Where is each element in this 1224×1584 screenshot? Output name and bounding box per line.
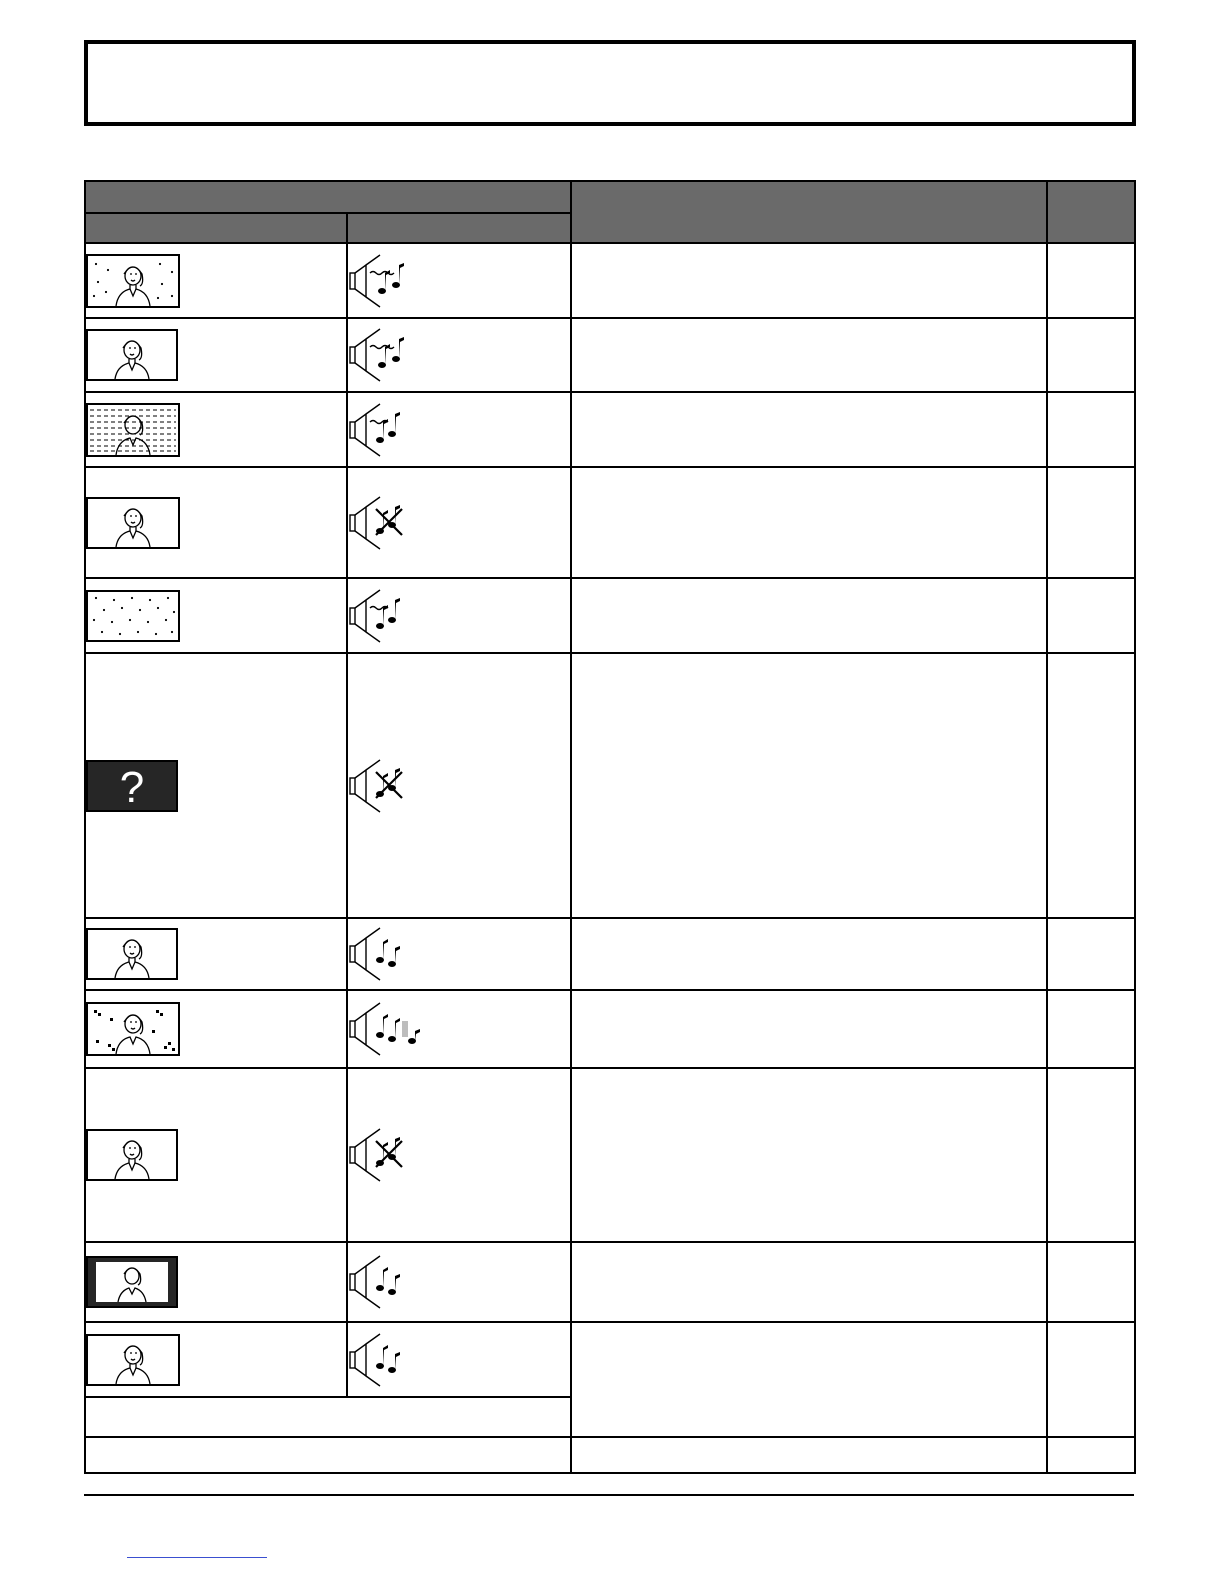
cause-cell	[571, 578, 1047, 653]
table-row	[85, 578, 1135, 653]
page-cell	[1047, 578, 1135, 653]
cause-cell	[571, 918, 1047, 990]
table-row	[85, 1242, 1135, 1322]
header-sound	[347, 213, 571, 243]
page-cell	[1047, 1242, 1135, 1322]
cause-cell	[571, 392, 1047, 467]
cause-cell	[571, 1242, 1047, 1322]
cause-cell	[571, 1322, 1047, 1437]
speaker-normal-sound-icon	[348, 926, 438, 982]
speaker-noisy-sound-icon	[348, 253, 438, 309]
table-row	[85, 653, 1135, 918]
page-cell	[1047, 653, 1135, 918]
cause-cell	[571, 1437, 1047, 1473]
table-row	[85, 990, 1135, 1068]
table-row	[85, 918, 1135, 990]
speaker-broken-sound-icon	[348, 1001, 448, 1057]
cause-cell	[571, 243, 1047, 318]
header-page	[1047, 181, 1135, 243]
speaker-noisy-sound-icon	[348, 588, 438, 644]
cause-cell	[571, 318, 1047, 392]
cause-cell	[571, 1068, 1047, 1242]
speaker-noisy-sound-icon	[348, 327, 438, 383]
cause-cell	[571, 467, 1047, 578]
table-row	[85, 243, 1135, 318]
screen-horizontal-interference-icon	[86, 403, 180, 457]
page-cell	[1047, 1437, 1135, 1473]
table-row	[85, 392, 1135, 467]
speaker-no-sound-icon	[348, 758, 438, 814]
cause-cell	[571, 653, 1047, 918]
page-cell	[1047, 918, 1135, 990]
footer-divider	[84, 1494, 1134, 1496]
speaker-normal-sound-icon	[348, 1254, 438, 1310]
page-cell	[1047, 1068, 1135, 1242]
footer-page-link[interactable]	[127, 1557, 267, 1558]
troubleshooting-table	[84, 180, 1136, 1474]
speaker-no-sound-icon	[348, 495, 438, 551]
svg-text:?: ?	[119, 762, 145, 812]
table-row	[85, 467, 1135, 578]
note-cell	[85, 1397, 571, 1437]
screen-no-picture-question-icon	[86, 760, 178, 812]
screen-mosaic-noise-icon	[86, 1002, 180, 1056]
screen-normal-picture-icon	[86, 928, 178, 980]
page-cell	[1047, 1322, 1135, 1437]
header-picture	[85, 213, 347, 243]
page-cell	[1047, 990, 1135, 1068]
table-row	[85, 1322, 1135, 1397]
speaker-noisy-sound-icon	[348, 402, 438, 458]
wide-cell	[85, 1437, 571, 1473]
header-abnormality	[85, 181, 571, 213]
screen-normal-picture-icon	[86, 1334, 180, 1386]
screen-black-border-icon	[86, 1256, 178, 1308]
table-row	[85, 318, 1135, 392]
screen-normal-picture-icon	[86, 1129, 178, 1181]
screen-normal-picture-icon	[86, 497, 180, 549]
table-row	[85, 1068, 1135, 1242]
page-cell	[1047, 467, 1135, 578]
page-cell	[1047, 392, 1135, 467]
screen-normal-picture-icon	[86, 329, 178, 381]
speaker-normal-sound-icon	[348, 1332, 438, 1388]
page-cell	[1047, 243, 1135, 318]
page-title-box	[84, 40, 1136, 126]
screen-snow-no-picture-icon	[86, 590, 180, 642]
page-cell	[1047, 318, 1135, 392]
table-row	[85, 1437, 1135, 1473]
header-cause	[571, 181, 1047, 243]
speaker-no-sound-icon	[348, 1127, 438, 1183]
screen-snow-noise-icon	[86, 254, 180, 308]
cause-cell	[571, 990, 1047, 1068]
